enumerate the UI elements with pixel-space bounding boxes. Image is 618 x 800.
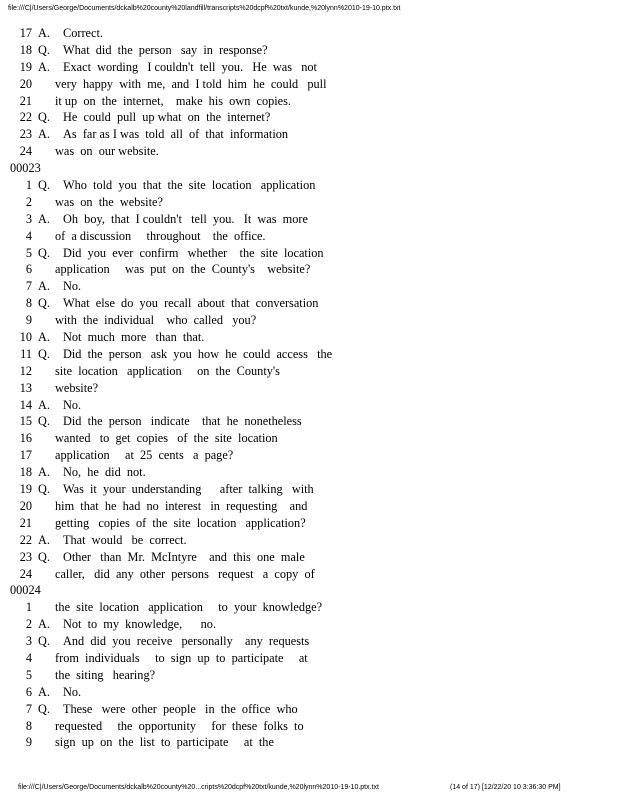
line-number: 12 [19, 363, 32, 378]
speaker-label: Q. [38, 346, 50, 361]
line-text: him that he had no interest in requesting and [55, 498, 308, 513]
line-number: 24 [19, 566, 32, 581]
speaker-label: A. [38, 684, 50, 699]
speaker-label: Q. [38, 482, 50, 497]
speaker-label: A. [38, 617, 50, 632]
line-text: requested the opportunity for these folks to [55, 718, 304, 733]
line-text: Did you ever confirm whether the site location [63, 245, 324, 260]
line-text: Not to my knowledge, no. [63, 617, 217, 632]
speaker-label: A. [38, 330, 50, 345]
line-number: 8 [25, 296, 32, 311]
line-number: 21 [19, 515, 32, 530]
line-text: the site location application to your knowledge? [55, 600, 323, 615]
line-number: 4 [25, 228, 32, 243]
line-number: 2 [25, 194, 32, 209]
line-text: Did the person indicate that he nonetheless [63, 414, 302, 429]
line-number: 7 [25, 279, 32, 294]
line-text: Other than Mr. McIntyre and this one male [63, 549, 305, 564]
line-number: 22 [19, 532, 32, 547]
line-text: getting copies of the site location application? [55, 515, 306, 530]
line-text: As far as I was told all of that information [63, 127, 289, 142]
line-text: These were other people in the office who [63, 701, 298, 716]
line-number: 17 [19, 448, 32, 463]
line-number: 18 [19, 42, 32, 57]
line-number: 9 [25, 735, 32, 750]
line-text: application at 25 cents a page? [55, 448, 234, 463]
speaker-label: A. [38, 211, 50, 226]
line-number: 1 [25, 178, 32, 193]
line-text: No. [63, 397, 82, 412]
line-number: 20 [19, 498, 32, 513]
line-text: application was put on the County's website? [55, 262, 311, 277]
line-number: 3 [25, 634, 32, 649]
speaker-label: Q. [38, 245, 50, 260]
line-text: sign up on the list to participate at the [55, 735, 274, 750]
line-number: 8 [25, 718, 32, 733]
line-number: 14 [19, 397, 32, 412]
speaker-label: A. [38, 279, 50, 294]
speaker-label: A. [38, 59, 50, 74]
line-number: 18 [19, 465, 32, 480]
line-text: Was it your understanding after talking with [63, 482, 314, 497]
line-number: 23 [19, 127, 32, 142]
line-text: from individuals to sign up to participate at [55, 650, 308, 665]
speaker-label: A. [38, 26, 50, 40]
speaker-label: Q. [38, 42, 50, 57]
speaker-label: A. [38, 397, 50, 412]
line-text: very happy with me, and I told him he could pull [55, 76, 327, 91]
page-number: 00024 [10, 583, 41, 598]
line-text: He could pull up what on the internet? [63, 110, 271, 125]
line-text: Not much more than that. [63, 330, 205, 345]
line-text: And did you receive personally any requests [63, 634, 310, 649]
line-text: caller, did any other persons request a copy of [55, 566, 315, 581]
line-number: 23 [19, 549, 32, 564]
line-number: 24 [19, 144, 32, 159]
line-text: site location application on the County's [55, 363, 280, 378]
line-number: 13 [19, 380, 32, 395]
line-number: 19 [19, 59, 32, 74]
line-text: it up on the internet, make his own copies. [55, 93, 291, 108]
speaker-label: Q. [38, 178, 50, 193]
speaker-label: Q. [38, 549, 50, 564]
speaker-label: A. [38, 465, 50, 480]
line-number: 22 [19, 110, 32, 125]
line-number: 9 [25, 313, 32, 328]
line-text: was on the website? [55, 194, 163, 209]
line-number: 19 [19, 482, 32, 497]
line-number: 6 [25, 684, 32, 699]
speaker-label: Q. [38, 701, 50, 716]
footer-file-path: file:///C|/Users/George/Documents/dckalb%20county%20...cripts%20dcpf%20txt/kunde,%20lynn%2010-19-10.ptx.txt [18, 784, 379, 791]
speaker-label: A. [38, 127, 50, 142]
line-text: wanted to get copies of the site location [55, 431, 278, 446]
line-text: Exact wording I couldn't tell you. He was not [63, 59, 317, 74]
line-text: What did the person say in response? [63, 42, 268, 57]
line-number: 5 [25, 245, 32, 260]
line-text: Did the person ask you how he could access the [63, 346, 333, 361]
line-text: Who told you that the site location application [63, 178, 316, 193]
page-number: 00023 [10, 161, 41, 176]
line-text: Correct. [63, 26, 103, 40]
line-number: 20 [19, 76, 32, 91]
line-text: What else do you recall about that conversation [63, 296, 319, 311]
line-number: 15 [19, 414, 32, 429]
line-number: 11 [20, 346, 32, 361]
line-text: No, he did not. [63, 465, 146, 480]
line-number: 16 [19, 431, 32, 446]
line-text: No. [63, 684, 82, 699]
footer-page-info: (14 of 17) [12/22/20 10 3:36:30 PM] [450, 784, 561, 791]
line-text: That would be correct. [63, 532, 187, 547]
line-number: 5 [25, 667, 32, 682]
line-text: website? [55, 380, 99, 395]
line-text: No. [63, 279, 82, 294]
header-file-path: file:///C|/Users/George/Documents/dckalb%20county%20landfill/transcripts%20dcpf%20txt/kunde,%20lynn%2010-19-10.ptx.txt [8, 5, 401, 12]
line-number: 1 [25, 600, 32, 615]
line-text: Oh boy, that I couldn't tell you. It was more [63, 211, 308, 226]
speaker-label: Q. [38, 634, 50, 649]
line-text: the siting hearing? [55, 667, 156, 682]
line-number: 21 [19, 93, 32, 108]
speaker-label: A. [38, 532, 50, 547]
speaker-label: Q. [38, 414, 50, 429]
line-number: 3 [25, 211, 32, 226]
line-number: 10 [19, 330, 32, 345]
line-number: 4 [25, 650, 32, 665]
line-text: with the individual who called you? [55, 313, 257, 328]
line-text: of a discussion throughout the office. [55, 228, 266, 243]
line-number: 2 [25, 617, 32, 632]
line-number: 17 [19, 26, 32, 40]
speaker-label: Q. [38, 110, 50, 125]
line-number: 6 [25, 262, 32, 277]
line-number: 7 [25, 701, 32, 716]
line-text: was on our website. [55, 144, 159, 159]
speaker-label: Q. [38, 296, 50, 311]
